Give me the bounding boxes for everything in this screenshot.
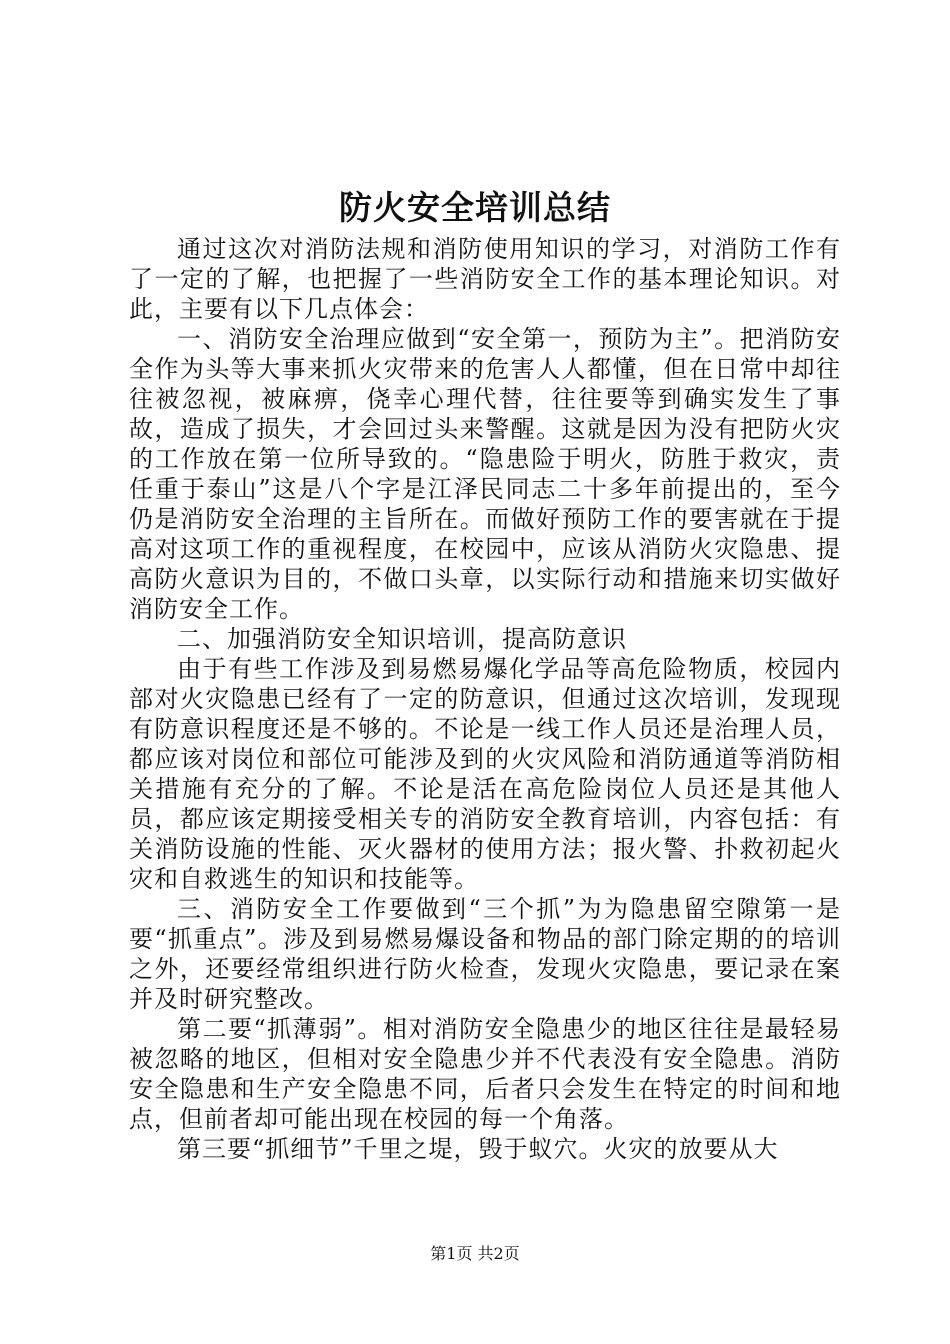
- document-title: 防火安全培训总结: [339, 188, 611, 227]
- paragraph-intro: 通过这次对消防法规和消防使用知识的学习，对消防工作有了一定的了解，也把握了一些消防安全工作的基本理论知识。对此，主要有以下几点体会：: [129, 235, 841, 323]
- paragraph-point-2-body: 由于有些工作涉及到易燃易爆化学品等高危险物质，校园内部对火灾隐患已经有了一定的防意识，但通过这次培训，发现现有防意识程度还是不够的。不论是一线工作人员还是治理人员，都应该对岗位和部位可能涉及到的火灾风险和消防通道等消防相关措施有充分的了解。不论是活在高危险岗位人员还是其他人员，都应该定期接受相关专的消防安全教育培训，内容包括：有关消防设施的性能、灭火器材的使用方法；报火警、扑救初起火灾和自救逃生的知识和技能等。: [129, 655, 841, 893]
- paragraph-point-2-heading: 二、加强消防安全知识培训，提高防意识: [177, 625, 627, 653]
- paragraph-point-1: 一、消防安全治理应做到“安全第一，预防为主”。把消防安全作为头等大事来抓火灾带来的危害人人都懂，但在日常中却往往被忽视，被麻痹，侥幸心理代替，往往要等到确实发生了事故，造成了损失，才会回过头来警醒。这就是因为没有把防火灾的工作放在第一位所导致的。“隐患险于明火，防胜于救灾，责任重于泰山”这是八个字是江泽民同志二十多年前提出的，至今仍是消防安全治理的主旨所在。而做好预防工作的要害就在于提高对这项工作的重视程度，在校园中，应该从消防火灾隐患、提高防火意识为目的，不做口头章，以实际行动和措施来切实做好消防安全工作。: [129, 325, 841, 623]
- paragraph-second-focus: 第二要“抓薄弱”。相对消防安全隐患少的地区往往是最轻易被忽略的地区，但相对安全隐患少并不代表没有安全隐患。消防安全隐患和生产安全隐患不同，后者只会发生在特定的时间和地点，但前者却可能出现在校园的每一个角落。: [129, 1015, 841, 1133]
- document-body: [129, 234, 841, 1164]
- paragraph-point-3: 三、消防安全工作要做到“三个抓”为为隐患留空隙第一是要“抓重点”。涉及到易燃易爆设备和物品的部门除定期的的培训之外，还要经常组织进行防火检查，发现火灾隐患，要记录在案并及时研究整改。: [129, 895, 841, 1013]
- page-number-footer: 第1页 共2页: [430, 1244, 520, 1263]
- paragraph-third-focus: 第三要“抓细节”千里之堤，毁于蚁穴。火灾的放要从大: [177, 1135, 779, 1163]
